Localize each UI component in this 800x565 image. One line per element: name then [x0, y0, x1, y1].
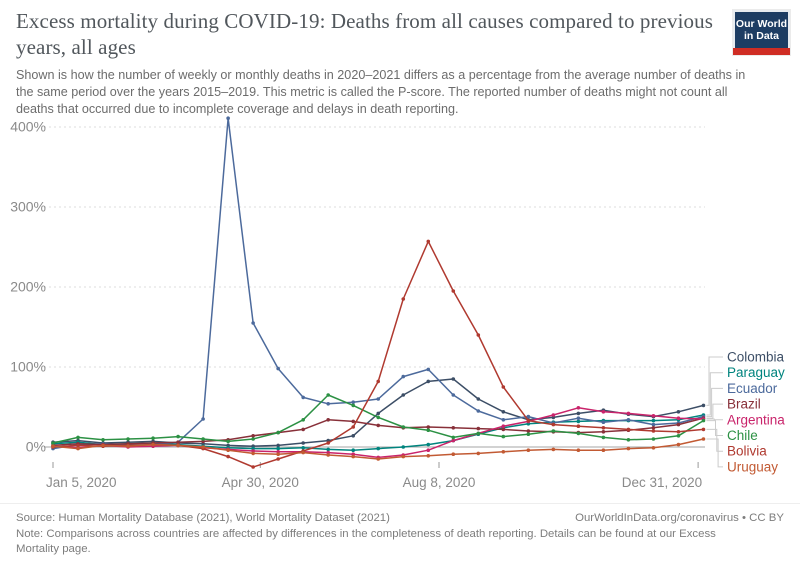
y-tick-label: 100% [10, 358, 46, 375]
data-point-chile[interactable] [226, 440, 230, 444]
legend-item-colombia[interactable]: Colombia [727, 349, 785, 365]
legend-item-brazil[interactable]: Brazil [727, 396, 761, 412]
data-point-argentina[interactable] [552, 413, 556, 417]
data-point-uruguay[interactable] [577, 448, 581, 452]
data-point-colombia[interactable] [276, 444, 280, 448]
data-point-ecuador[interactable] [502, 418, 506, 422]
data-point-bolivia[interactable] [351, 425, 355, 429]
data-point-chile[interactable] [251, 437, 255, 441]
x-tick-label: Jan 5, 2020 [46, 475, 117, 490]
legend-item-paraguay[interactable]: Paraguay [727, 365, 785, 381]
owid-coronavirus-link[interactable]: OurWorldInData.org/coronavirus • CC BY [575, 512, 784, 524]
data-point-uruguay[interactable] [251, 452, 255, 456]
data-point-bolivia[interactable] [226, 455, 230, 459]
data-point-brazil[interactable] [176, 440, 180, 444]
source-text: Source: Human Mortality Database (2021), World Mortality Dataset (2021) [16, 512, 390, 524]
data-point-uruguay[interactable] [326, 453, 330, 457]
data-point-chile[interactable] [176, 435, 180, 439]
data-point-chile[interactable] [451, 436, 455, 440]
data-point-uruguay[interactable] [301, 451, 305, 455]
data-point-paraguay[interactable] [376, 447, 380, 451]
data-point-uruguay[interactable] [677, 443, 681, 447]
data-point-chile[interactable] [677, 434, 681, 438]
data-point-colombia[interactable] [401, 393, 405, 397]
legend-item-bolivia[interactable]: Bolivia [727, 443, 767, 459]
data-point-brazil[interactable] [451, 426, 455, 430]
data-point-argentina[interactable] [677, 416, 681, 420]
data-point-brazil[interactable] [426, 425, 430, 429]
data-point-uruguay[interactable] [376, 457, 380, 461]
data-point-ecuador[interactable] [577, 416, 581, 420]
data-point-uruguay[interactable] [451, 452, 455, 456]
data-point-argentina[interactable] [577, 406, 581, 410]
data-point-chile[interactable] [76, 436, 80, 440]
data-point-paraguay[interactable] [401, 445, 405, 449]
data-point-brazil[interactable] [527, 429, 531, 433]
legend-item-chile[interactable]: Chile [727, 428, 758, 443]
chart-subtitle: Shown is how the number of weekly or monthly deaths in 2020–2021 differs as a percentage from the average number of deaths in the same period over the years 2015–2019. This metric is called the P-score. The reported number of deaths might not count all deaths that occurred due to incomplete coverage and delays in death reporting. [16, 68, 746, 116]
data-point-paraguay[interactable] [276, 447, 280, 451]
data-point-colombia[interactable] [502, 410, 506, 414]
data-point-bolivia[interactable] [477, 333, 481, 337]
data-point-ecuador[interactable] [652, 423, 656, 427]
data-point-argentina[interactable] [602, 410, 606, 414]
data-point-colombia[interactable] [376, 412, 380, 416]
data-point-bolivia[interactable] [426, 240, 430, 244]
legend-connector-brazil [706, 404, 723, 418]
data-point-colombia[interactable] [477, 397, 481, 401]
data-point-chile[interactable] [652, 437, 656, 441]
data-point-bolivia[interactable] [627, 428, 631, 432]
data-point-colombia[interactable] [577, 412, 581, 416]
data-point-colombia[interactable] [351, 434, 355, 438]
data-point-bolivia[interactable] [376, 380, 380, 384]
y-tick-label: 0% [25, 438, 46, 455]
data-point-paraguay[interactable] [577, 420, 581, 424]
legend-connector-argentina [706, 419, 723, 420]
chart-svg[interactable] [0, 106, 800, 502]
owid-logo[interactable] [733, 10, 790, 55]
data-point-uruguay[interactable] [527, 448, 531, 452]
data-point-chile[interactable] [401, 425, 405, 429]
data-point-bolivia[interactable] [677, 430, 681, 434]
data-point-chile[interactable] [627, 438, 631, 442]
legend-item-ecuador[interactable]: Ecuador [727, 380, 778, 396]
data-point-brazil[interactable] [502, 428, 506, 432]
data-point-uruguay[interactable] [226, 448, 230, 452]
note-text: Note: Comparisons across countries are affected by differences in the completeness of death reporting. Details can be found at our Excess Mortality page. [16, 528, 716, 555]
data-point-paraguay[interactable] [426, 443, 430, 447]
legend-connector-chile [706, 421, 723, 436]
data-point-bolivia[interactable] [552, 423, 556, 427]
data-point-ecuador[interactable] [602, 420, 606, 424]
data-point-bolivia[interactable] [326, 441, 330, 445]
data-point-bolivia[interactable] [401, 297, 405, 301]
data-point-argentina[interactable] [627, 412, 631, 416]
data-point-bolivia[interactable] [527, 419, 531, 423]
legend-item-argentina[interactable]: Argentina [727, 412, 785, 428]
legend-connector-bolivia [706, 429, 723, 451]
data-point-uruguay[interactable] [276, 452, 280, 456]
data-point-chile[interactable] [552, 429, 556, 433]
data-point-bolivia[interactable] [251, 465, 255, 469]
data-point-uruguay[interactable] [176, 444, 180, 448]
data-point-uruguay[interactable] [201, 445, 205, 449]
data-point-chile[interactable] [301, 418, 305, 422]
data-point-ecuador[interactable] [201, 417, 205, 421]
data-point-uruguay[interactable] [602, 448, 606, 452]
data-point-uruguay[interactable] [426, 454, 430, 458]
data-point-chile[interactable] [702, 419, 706, 423]
data-point-chile[interactable] [101, 438, 105, 442]
data-point-bolivia[interactable] [276, 457, 280, 461]
data-point-chile[interactable] [527, 432, 531, 436]
data-point-uruguay[interactable] [351, 455, 355, 459]
y-tick-label: 400% [10, 118, 46, 135]
data-point-paraguay[interactable] [301, 446, 305, 450]
data-point-paraguay[interactable] [351, 448, 355, 452]
data-point-uruguay[interactable] [401, 455, 405, 459]
data-point-chile[interactable] [602, 436, 606, 440]
data-point-bolivia[interactable] [502, 385, 506, 389]
data-point-colombia[interactable] [702, 404, 706, 408]
data-point-ecuador[interactable] [627, 418, 631, 422]
data-point-argentina[interactable] [502, 424, 506, 428]
data-point-chile[interactable] [151, 436, 155, 440]
data-point-paraguay[interactable] [326, 448, 330, 452]
data-point-uruguay[interactable] [477, 452, 481, 456]
excess-mortality-line-chart[interactable] [0, 106, 800, 502]
data-point-brazil[interactable] [677, 423, 681, 427]
data-point-brazil[interactable] [602, 430, 606, 434]
data-point-argentina[interactable] [451, 439, 455, 443]
data-point-uruguay[interactable] [627, 447, 631, 451]
legend-item-uruguay[interactable]: Uruguay [727, 459, 779, 475]
data-point-bolivia[interactable] [76, 444, 80, 448]
series-line-bolivia[interactable] [53, 241, 703, 467]
data-point-chile[interactable] [126, 437, 130, 441]
data-point-uruguay[interactable] [101, 444, 105, 448]
data-point-uruguay[interactable] [652, 446, 656, 450]
data-point-argentina[interactable] [652, 414, 656, 418]
data-point-brazil[interactable] [376, 424, 380, 428]
data-point-uruguay[interactable] [552, 448, 556, 452]
data-point-chile[interactable] [51, 441, 55, 445]
data-point-brazil[interactable] [652, 426, 656, 430]
data-point-brazil[interactable] [251, 434, 255, 438]
x-tick-label: Apr 30, 2020 [221, 475, 299, 490]
owid-logo-text: Our World in Data [733, 10, 790, 48]
data-point-bolivia[interactable] [577, 424, 581, 428]
data-point-chile[interactable] [577, 432, 581, 436]
data-point-bolivia[interactable] [602, 426, 606, 430]
data-point-ecuador[interactable] [401, 375, 405, 379]
data-point-chile[interactable] [477, 432, 481, 436]
owid-logo-red-bar [733, 48, 790, 55]
data-point-brazil[interactable] [477, 427, 481, 431]
y-tick-label: 200% [10, 278, 46, 295]
data-point-chile[interactable] [201, 437, 205, 441]
data-point-chile[interactable] [351, 404, 355, 408]
data-point-ecuador[interactable] [426, 368, 430, 372]
data-point-bolivia[interactable] [451, 289, 455, 293]
data-point-uruguay[interactable] [702, 437, 706, 441]
data-point-argentina[interactable] [426, 448, 430, 452]
data-point-chile[interactable] [426, 428, 430, 432]
data-point-colombia[interactable] [426, 380, 430, 384]
data-point-paraguay[interactable] [652, 419, 656, 423]
data-point-ecuador[interactable] [451, 393, 455, 397]
data-point-chile[interactable] [276, 431, 280, 435]
page-title: Excess mortality during COVID-19: Deaths from all causes compared to previous years, all ages [16, 9, 714, 59]
x-tick-label: Dec 31, 2020 [621, 475, 703, 490]
data-point-uruguay[interactable] [151, 443, 155, 447]
legend-connector-colombia [706, 357, 723, 405]
data-point-colombia[interactable] [677, 410, 681, 414]
data-point-uruguay[interactable] [51, 444, 55, 448]
chart-footer [0, 503, 800, 565]
data-point-ecuador[interactable] [226, 116, 230, 120]
data-point-uruguay[interactable] [76, 447, 80, 451]
data-point-ecuador[interactable] [276, 367, 280, 371]
data-point-colombia[interactable] [451, 377, 455, 381]
data-point-ecuador[interactable] [251, 321, 255, 325]
y-tick-label: 300% [10, 198, 46, 215]
data-point-brazil[interactable] [351, 420, 355, 424]
data-point-uruguay[interactable] [126, 444, 130, 448]
data-point-ecuador[interactable] [326, 402, 330, 406]
data-point-chile[interactable] [502, 435, 506, 439]
chart-header [16, 8, 746, 118]
data-point-colombia[interactable] [301, 441, 305, 445]
data-point-ecuador[interactable] [477, 409, 481, 413]
data-point-brazil[interactable] [326, 418, 330, 422]
data-point-chile[interactable] [326, 393, 330, 397]
data-point-brazil[interactable] [301, 428, 305, 432]
data-point-uruguay[interactable] [502, 450, 506, 454]
data-point-bolivia[interactable] [652, 429, 656, 433]
data-point-ecuador[interactable] [351, 400, 355, 404]
data-point-ecuador[interactable] [376, 397, 380, 401]
legend-connector-uruguay [706, 439, 723, 467]
data-point-bolivia[interactable] [702, 428, 706, 432]
data-point-ecuador[interactable] [301, 396, 305, 400]
data-point-chile[interactable] [376, 416, 380, 420]
x-tick-label: Aug 8, 2020 [402, 475, 476, 490]
